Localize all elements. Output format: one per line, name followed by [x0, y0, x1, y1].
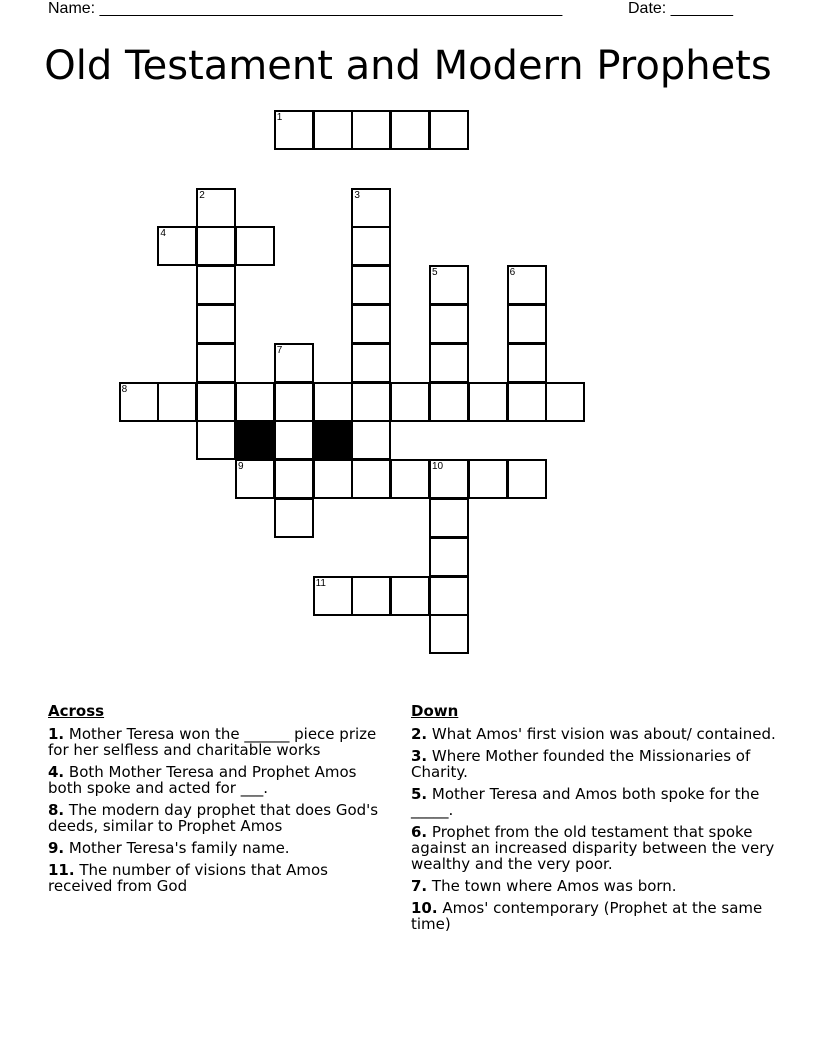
down-clue [411, 786, 781, 818]
grid-cell[interactable] [351, 382, 391, 422]
grid-cell[interactable] [157, 382, 197, 422]
clue-text: Prophet from the old testament that spoke against an increased disparity between the very wealthy and the very poor. [411, 823, 775, 873]
grid-cell[interactable] [351, 110, 391, 150]
clue-number: 2 [199, 189, 205, 201]
clue-number: 4 [160, 228, 166, 240]
grid-cell[interactable] [507, 343, 547, 383]
clue-number: 10. [411, 899, 438, 917]
grid-cell[interactable] [429, 459, 469, 499]
clue-number: 9. [48, 839, 65, 857]
grid-cell[interactable] [313, 459, 353, 499]
across-clue [48, 862, 388, 894]
grid-cell[interactable] [429, 576, 469, 616]
grid-cell[interactable] [313, 576, 353, 616]
across-clue [48, 726, 388, 758]
across-clue [48, 764, 388, 796]
down-clue [411, 878, 781, 894]
clue-number: 3 [354, 189, 360, 201]
clue-number: 5. [411, 785, 428, 803]
grid-cell[interactable] [507, 304, 547, 344]
clue-number: 8. [48, 801, 65, 819]
clue-number: 2. [411, 725, 428, 743]
grid-cell[interactable] [196, 265, 236, 305]
grid-cell[interactable] [351, 343, 391, 383]
grid-cell[interactable] [235, 382, 275, 422]
grid-cell[interactable] [390, 110, 430, 150]
grid-cell[interactable] [235, 459, 275, 499]
grid-cell[interactable] [313, 382, 353, 422]
grid-cell[interactable] [429, 498, 469, 538]
name-field-label[interactable]: Name: ____________________________________________________ [48, 0, 563, 17]
page-title: Old Testament and Modern Prophets [44, 43, 772, 89]
clue-number: 3. [411, 747, 428, 765]
clue-number: 7 [276, 344, 283, 356]
across-clue [48, 840, 388, 856]
grid-cell[interactable] [351, 420, 391, 460]
grid-cell[interactable] [468, 382, 508, 422]
grid-cell[interactable] [351, 188, 391, 228]
across-clue [48, 802, 388, 834]
grid-cell[interactable] [274, 382, 314, 422]
grid-cell[interactable] [507, 382, 547, 422]
clue-number: 6. [411, 823, 428, 841]
clue-number: 6 [509, 267, 516, 279]
clue-text: What Amos' first vision was about/ contained. [427, 725, 776, 743]
grid-cell[interactable] [196, 226, 236, 266]
grid-cell[interactable] [196, 343, 236, 383]
grid-cell[interactable] [429, 382, 469, 422]
grid-cell[interactable] [196, 188, 236, 228]
grid-block [235, 420, 275, 460]
clue-number: 1. [48, 725, 65, 743]
across-clue-list [48, 726, 388, 894]
grid-cell[interactable] [351, 459, 391, 499]
clue-number: 11 [315, 577, 326, 589]
clue-text: The town where Amos was born. [427, 877, 677, 895]
grid-cell[interactable] [196, 382, 236, 422]
clue-text: Mother Teresa's family name. [64, 839, 290, 857]
grid-block [313, 420, 353, 460]
clue-text: The modern day prophet that does God's deeds, similar to Prophet Amos [48, 801, 379, 835]
grid-cell[interactable] [429, 537, 469, 577]
date-field-label[interactable]: Date: _______ [628, 0, 733, 17]
grid-cell[interactable] [429, 614, 469, 654]
grid-cell[interactable] [119, 382, 159, 422]
grid-cell[interactable] [429, 110, 469, 150]
clue-text: Where Mother founded the Missionaries of Charity. [411, 747, 751, 781]
grid-cell[interactable] [157, 226, 197, 266]
across-heading: Across [48, 702, 105, 720]
clue-number: 11. [48, 861, 75, 879]
clue-number: 8 [121, 383, 128, 395]
grid-cell[interactable] [274, 459, 314, 499]
grid-cell[interactable] [390, 459, 430, 499]
grid-cell[interactable] [351, 265, 391, 305]
grid-cell[interactable] [351, 304, 391, 344]
down-clue [411, 726, 781, 742]
grid-cell[interactable] [390, 382, 430, 422]
clue-number: 9 [238, 461, 244, 473]
grid-cell[interactable] [196, 304, 236, 344]
down-clue-list [411, 726, 781, 932]
clue-number: 7. [411, 877, 428, 895]
down-clue [411, 824, 781, 872]
grid-cell[interactable] [429, 265, 469, 305]
across-clues [48, 702, 388, 900]
clue-number: 5 [432, 267, 438, 279]
grid-cell[interactable] [468, 459, 508, 499]
grid-cell[interactable] [507, 459, 547, 499]
grid-cell[interactable] [390, 576, 430, 616]
grid-cell[interactable] [429, 343, 469, 383]
down-heading: Down [411, 702, 459, 720]
down-clue [411, 900, 781, 932]
grid-cell[interactable] [351, 226, 391, 266]
clue-number: 10 [432, 461, 444, 473]
clue-number: 1 [276, 112, 283, 123]
grid-cell[interactable] [274, 110, 314, 150]
grid-cell[interactable] [196, 420, 236, 460]
grid-cell[interactable] [274, 420, 314, 460]
clue-text: Both Mother Teresa and Prophet Amos both spoke and acted for ___. [48, 763, 357, 797]
grid-cell[interactable] [274, 498, 314, 538]
down-clue [411, 748, 781, 780]
grid-cell[interactable] [545, 382, 585, 422]
clue-number: 4. [48, 763, 65, 781]
grid-cell[interactable] [235, 226, 275, 266]
grid-cell[interactable] [274, 343, 314, 383]
grid-cell[interactable] [313, 110, 353, 150]
clue-text: Mother Teresa and Amos both spoke for the _____. [411, 785, 760, 819]
clue-text: Amos' contemporary (Prophet at the same time) [411, 899, 763, 933]
grid-cell[interactable] [507, 265, 547, 305]
clue-text: The number of visions that Amos received from God [48, 861, 328, 895]
grid-cell[interactable] [351, 576, 391, 616]
grid-cell[interactable] [429, 304, 469, 344]
down-clues [411, 702, 781, 938]
clue-text: Mother Teresa won the ______ piece prize for her selfless and charitable works [48, 725, 377, 759]
